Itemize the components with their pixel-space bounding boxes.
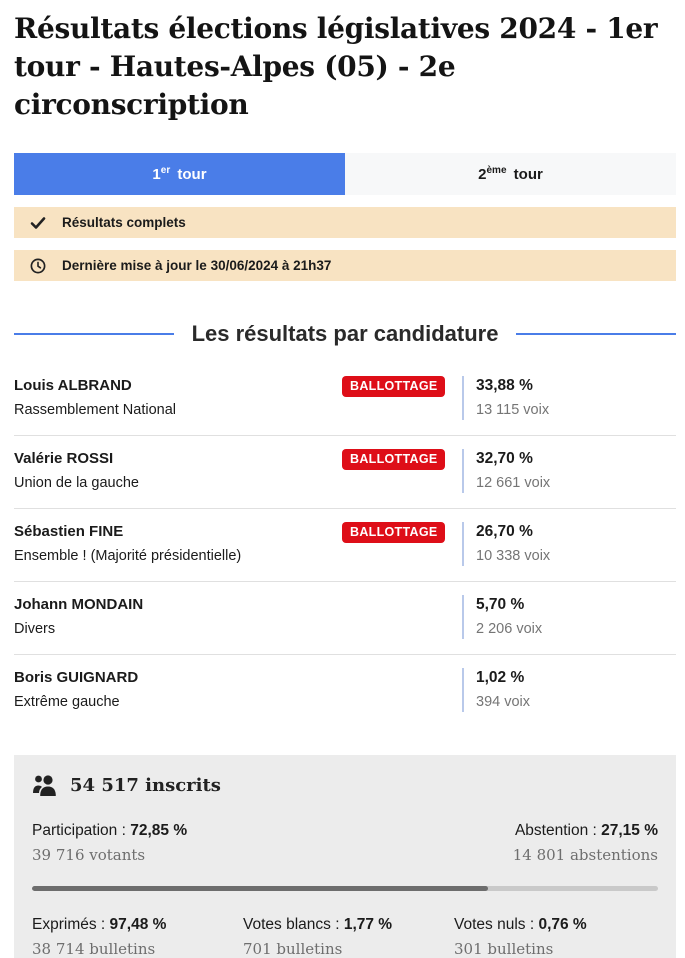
blancs-bulletins: 701 bulletins bbox=[243, 940, 343, 958]
participation-stat: Participation : 72,85 % bbox=[32, 822, 188, 839]
turnout-summary-panel bbox=[14, 755, 676, 958]
candidate-list bbox=[14, 363, 676, 727]
abstention-stat: Abstention : 27,15 % bbox=[514, 822, 658, 839]
candidate-score bbox=[462, 449, 676, 493]
clock-icon bbox=[30, 258, 46, 274]
tab-first-round-label: 1er tour bbox=[152, 164, 207, 183]
tab-second-round-label: 2ème tour bbox=[478, 164, 543, 183]
registered-voters-count: 54 517 inscrits bbox=[70, 774, 221, 796]
exprimes-bulletins: 38 714 bulletins bbox=[32, 940, 156, 958]
abstentions-count: 14 801 abstentions bbox=[512, 846, 658, 864]
candidate-votes: 12 661 voix bbox=[476, 475, 551, 491]
tab-second-round[interactable] bbox=[345, 153, 676, 195]
candidate-party: Ensemble ! (Majorité présidentielle) bbox=[14, 548, 242, 564]
candidate-votes: 10 338 voix bbox=[476, 548, 551, 564]
candidate-votes: 13 115 voix bbox=[476, 402, 550, 418]
candidate-score bbox=[462, 376, 676, 420]
candidate-score bbox=[462, 522, 676, 566]
candidate-percent: 1,02 % bbox=[476, 669, 525, 686]
candidate-votes: 2 206 voix bbox=[476, 621, 543, 637]
candidate-name: Valérie ROSSI bbox=[14, 450, 114, 467]
candidate-name: Louis ALBRAND bbox=[14, 377, 132, 394]
votes-blancs-stat: Votes blancs : 1,77 % bbox=[243, 916, 393, 933]
tab-first-round[interactable] bbox=[14, 153, 345, 195]
last-update-text: Dernière mise à jour le 30/06/2024 à 21h37 bbox=[62, 258, 332, 273]
candidate-name: Sébastien FINE bbox=[14, 523, 124, 540]
ballottage-badge: BALLOTTAGE bbox=[342, 522, 445, 543]
candidate-votes: 394 voix bbox=[476, 694, 531, 710]
results-complete-banner bbox=[14, 207, 676, 238]
candidate-percent: 33,88 % bbox=[476, 377, 533, 394]
candidate-percent: 32,70 % bbox=[476, 450, 533, 467]
heading-rule-left bbox=[14, 333, 174, 335]
ballottage-badge: BALLOTTAGE bbox=[342, 449, 445, 470]
participation-bar bbox=[32, 886, 658, 891]
candidate-percent: 26,70 % bbox=[476, 523, 533, 540]
candidate-row bbox=[14, 654, 676, 727]
exprimes-stat: Exprimés : 97,48 % bbox=[32, 916, 167, 933]
candidate-name: Boris GUIGNARD bbox=[14, 669, 139, 686]
candidate-party: Union de la gauche bbox=[14, 475, 139, 491]
ballottage-badge: BALLOTTAGE bbox=[342, 376, 445, 397]
candidate-row bbox=[14, 581, 676, 654]
check-icon bbox=[30, 215, 46, 231]
candidate-row bbox=[14, 363, 676, 435]
candidate-party: Extrême gauche bbox=[14, 694, 120, 710]
page-title: Résultats élections législatives 2024 - 1er tour - Hautes-Alpes (05) - 2e circonscription bbox=[14, 12, 658, 121]
round-tabs bbox=[14, 153, 676, 195]
participation-bar-fill bbox=[32, 886, 488, 891]
nuls-bulletins: 301 bulletins bbox=[454, 940, 554, 958]
heading-rule-right bbox=[516, 333, 676, 335]
candidate-row bbox=[14, 435, 676, 508]
results-heading: Les résultats par candidature bbox=[191, 321, 499, 346]
candidate-party: Divers bbox=[14, 621, 56, 637]
votes-nuls-stat: Votes nuls : 0,76 % bbox=[454, 916, 587, 933]
last-update-banner bbox=[14, 250, 676, 281]
candidate-percent: 5,70 % bbox=[476, 596, 525, 613]
candidate-score bbox=[462, 595, 676, 639]
candidate-name: Johann MONDAIN bbox=[14, 596, 144, 613]
voters-icon bbox=[32, 773, 58, 797]
candidate-row bbox=[14, 508, 676, 581]
results-section-header bbox=[14, 321, 676, 347]
candidate-party: Rassemblement National bbox=[14, 402, 176, 418]
candidate-score bbox=[462, 668, 676, 712]
votants-count: 39 716 votants bbox=[32, 846, 146, 864]
results-complete-text: Résultats complets bbox=[62, 215, 186, 230]
